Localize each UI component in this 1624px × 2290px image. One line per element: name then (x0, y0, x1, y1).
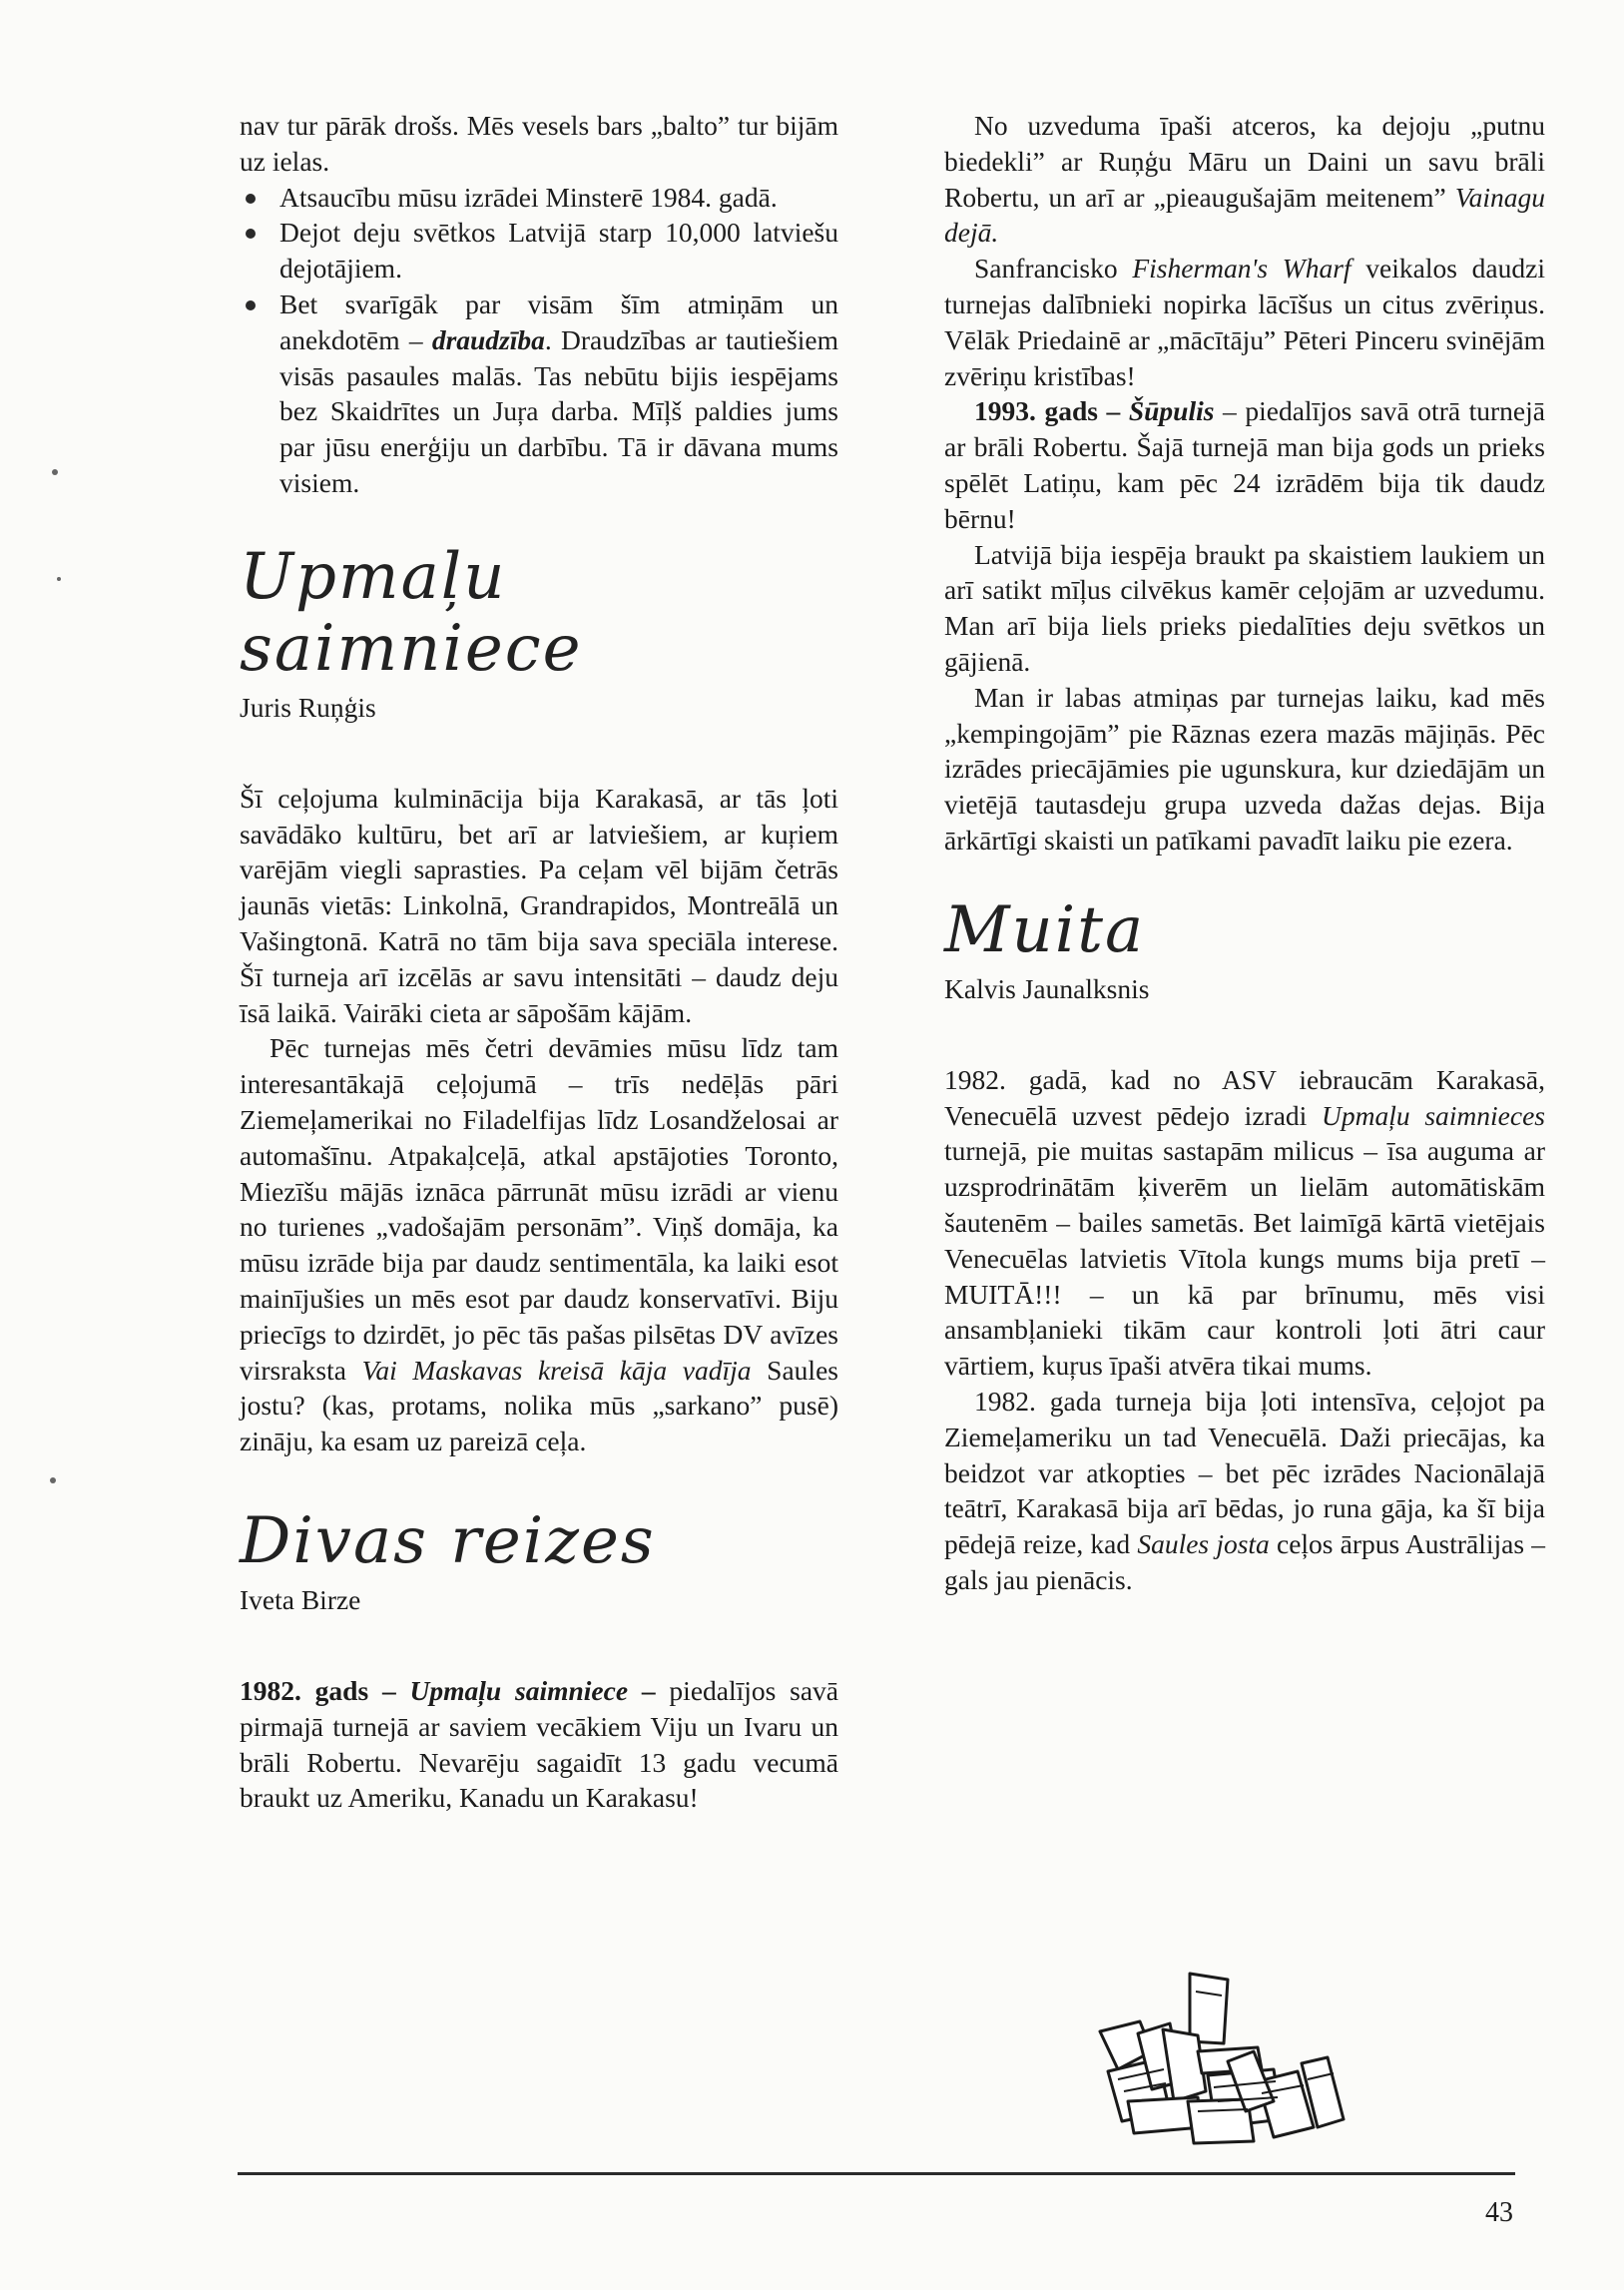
paragraph (944, 1062, 1545, 1384)
list-item (240, 215, 838, 286)
place-name: Fisherman's Wharf (1132, 253, 1352, 285)
newspaper-headline: Vai Maskavas kreisā kāja vadīja (361, 1354, 752, 1386)
pile-of-books-icon (1078, 1952, 1377, 2146)
paragraph (944, 251, 1545, 393)
list-item (240, 180, 838, 216)
paragraph-text: Saules jostu? (kas, protams, nolika mūs „sarkano” pusē) zināju, ka esam uz pareizā ceļa. (240, 1354, 838, 1457)
bullet-icon (246, 300, 256, 310)
paragraph: Latvijā bija iespēja braukt pa skaistiem laukiem un arī satikt mīļus cilvēkus kamēr ceļojām ar uzvedumu. Man arī bija liels prieks piedalīties deju svētkos un gājienā. (944, 538, 1545, 677)
article-title-muita: Muita (944, 892, 1146, 967)
year-heading: 1982. gads – (240, 1674, 410, 1706)
paragraph: Šī ceļojuma kulminācija bija Karakasā, ar tās ļoti savādāko kultūru, bet arī ar latviešiem, ar kuŗiem varējām viegli saprasties. Pa ceļam vēl bijām četrās jaunās vietās: Linkolnā, Grandrapidos, Montreālā un Vašingtonā. Katrā no tām bija sava speciāla interese. Šī turneja arī izcēlās ar savu intensitāti – daudz deju īsā laikā. Vairāki cieta ar sāpošām kājām. (240, 782, 838, 1028)
paragraph-text: ceļos ārpus Austrālijas – gals jau pienācis. (944, 1528, 1545, 1595)
paragraph-text: 1982. gadā, kad no ASV iebraucām Karakasā, Venecuēlā uzvest pēdejo izradi (944, 1063, 1545, 1131)
paragraph (944, 1384, 1545, 1598)
show-title: Šūpulis (1128, 395, 1215, 427)
list-item-text: Dejot deju svētkos Latvijā starp 10,000 latviešu dejotājiem. (279, 217, 838, 285)
scan-speck (52, 469, 58, 475)
pile-of-books-drawing (1078, 1952, 1377, 2146)
dash: – (628, 1674, 656, 1706)
paragraph-text: Sanfrancisko (974, 253, 1133, 285)
bullet-icon (246, 194, 256, 204)
right-column (944, 108, 1545, 1598)
paragraph-text: 1982. gada turneja bija ļoti intensīva, ceļojot pa Ziemeļameriku un tad Venecuēlā. Daži priecājas, ka beidzot var atkopties – bet pēc izrādes Nacionālajā teātrī, Karakasā bija arī bēdas, jo runa gāja, ka šī bija pēdejā reize, kad (944, 1385, 1545, 1560)
intro-continuation: nav tur pārāk drošs. Mēs vesels bars „balto” tur bijām uz ielas. (240, 110, 838, 177)
paragraph (944, 108, 1545, 251)
footer-rule (238, 2172, 1515, 2175)
paragraph (944, 393, 1545, 536)
year-heading: 1993. gads – (974, 395, 1129, 427)
list-item-text: Atsaucību mūsu izrādei Minsterē 1984. gadā. (279, 181, 778, 213)
paragraph (240, 1673, 838, 1816)
bullet-icon (246, 229, 256, 239)
scan-speck (50, 1477, 56, 1483)
list-item-text: Bet svarīgāk par visām šīm atmiņām un anekdotēm – (279, 287, 838, 355)
memories-list (240, 180, 838, 501)
paragraph (240, 1030, 838, 1459)
dance-title: Vainagu dejā. (944, 181, 1545, 249)
list-item-text-tail: . Draudzības ar tautiešiem visās pasaules malās. Tas nebūtu bijis iespējams bez Skaidrītes un Juŗa darba. Mīļš paldies jums par jūsu enerģiju un darbību. Tā ir dāvana mums visiem. (279, 323, 838, 498)
scan-speck (57, 577, 61, 581)
emphasis-draudziba: draudzība (431, 323, 545, 355)
paragraph-text: – piedalījos savā otrā turnejā ar brāli Robertu. Šajā turnejā man bija gods un prieks spēlēt Latiņu, kam pēc 24 izrādēm bija tik daudz bērnu! (944, 395, 1545, 534)
ensemble-name: Saules josta (1137, 1528, 1270, 1560)
paragraph-text: turnejā, pie muitas sastapām milicus – īsa auguma ar uzsprodrinātām ķiverēm un lielām automātiskām šautenēm – bailes sametās. Bet laimīgā kārtā vietējais Venecuēlas latvietis Vītola kungs mums bija pretī – MUITĀ!!! – un kā par brīnumu, mēs visi ansambļanieki tikām caur kontroli ļoti ātri caur vārtiem, kuŗus īpaši atvēra tikai mums. (944, 1135, 1545, 1382)
article-author: Iveta Birze (240, 1583, 361, 1615)
show-title: Upmaļu saimnieces (1322, 1099, 1545, 1131)
show-title: Upmaļu saimniece (409, 1674, 629, 1706)
list-item (240, 286, 838, 501)
paragraph-text: Pēc turnejas mēs četri devāmies mūsu līdz tam interesantākajā ceļojumā – trīs nedēļās pāri Ziemeļamerikai no Filadelfijas līdz Losandželosai ar automašīnu. Atpakaļceļā, atkal apstājoties Toronto, Miezīšu mājās iznāca pārrunāt mūsu izrādi ar vienu no turienes „vadošajām personām”. Viņš domāja, ka mūsu izrāde bija par daudz sentimentāla, ka laiki esot mainījušies un mēs esot par daudz konservatīvi. Biju priecīgs to dzirdēt, jo pēc tās pašas pilsētas DV avīzes virsraksta (240, 1032, 838, 1386)
paragraph-text: piedalījos savā pirmajā turnejā ar saviem vecākiem Viju un Ivaru un brāli Robertu. Nevarēju sagaidīt 13 gadu vecumā braukt uz Ameriku, Kanadu un Karakasu! (240, 1674, 839, 1814)
paragraph-text: No uzveduma īpaši atceros, ka dejoju „putnu biedekli” ar Ruņģu Māru un Daini un savu brāli Robertu, un arī ar „pieaugušajām meitenem” (944, 110, 1545, 213)
paragraph-text: veikalos daudzi turnejas dalībnieki nopirka lācīšus un citus zvēriņus. Vēlāk Priedainē ar „mācītāju” Pēteri Pinceru svinējām zvēriņu kristības! (944, 253, 1545, 391)
article-author: Juris Ruņģis (240, 691, 376, 723)
paragraph: Man ir labas atmiņas par turnejas laiku, kad mēs „kempingojām” pie Rāznas ezera mazās mājiņās. Pēc izrādes priecājāmies pie ugunskura, kur dziedājām un vietējā tautasdeju grupa uzveda dažas dejas. Bija ārkārtīgi skaisti un patīkami pavadīt laiku pie ezera. (944, 681, 1545, 856)
article-author: Kalvis Jaunalksnis (944, 972, 1150, 1004)
article-title-divas-reizes: Divas reizes (240, 1503, 656, 1578)
page-number: 43 (1485, 2197, 1513, 2228)
left-column (240, 108, 838, 1816)
article-title-upmalu-saimniece: Upmaļu saimniece (240, 539, 583, 686)
